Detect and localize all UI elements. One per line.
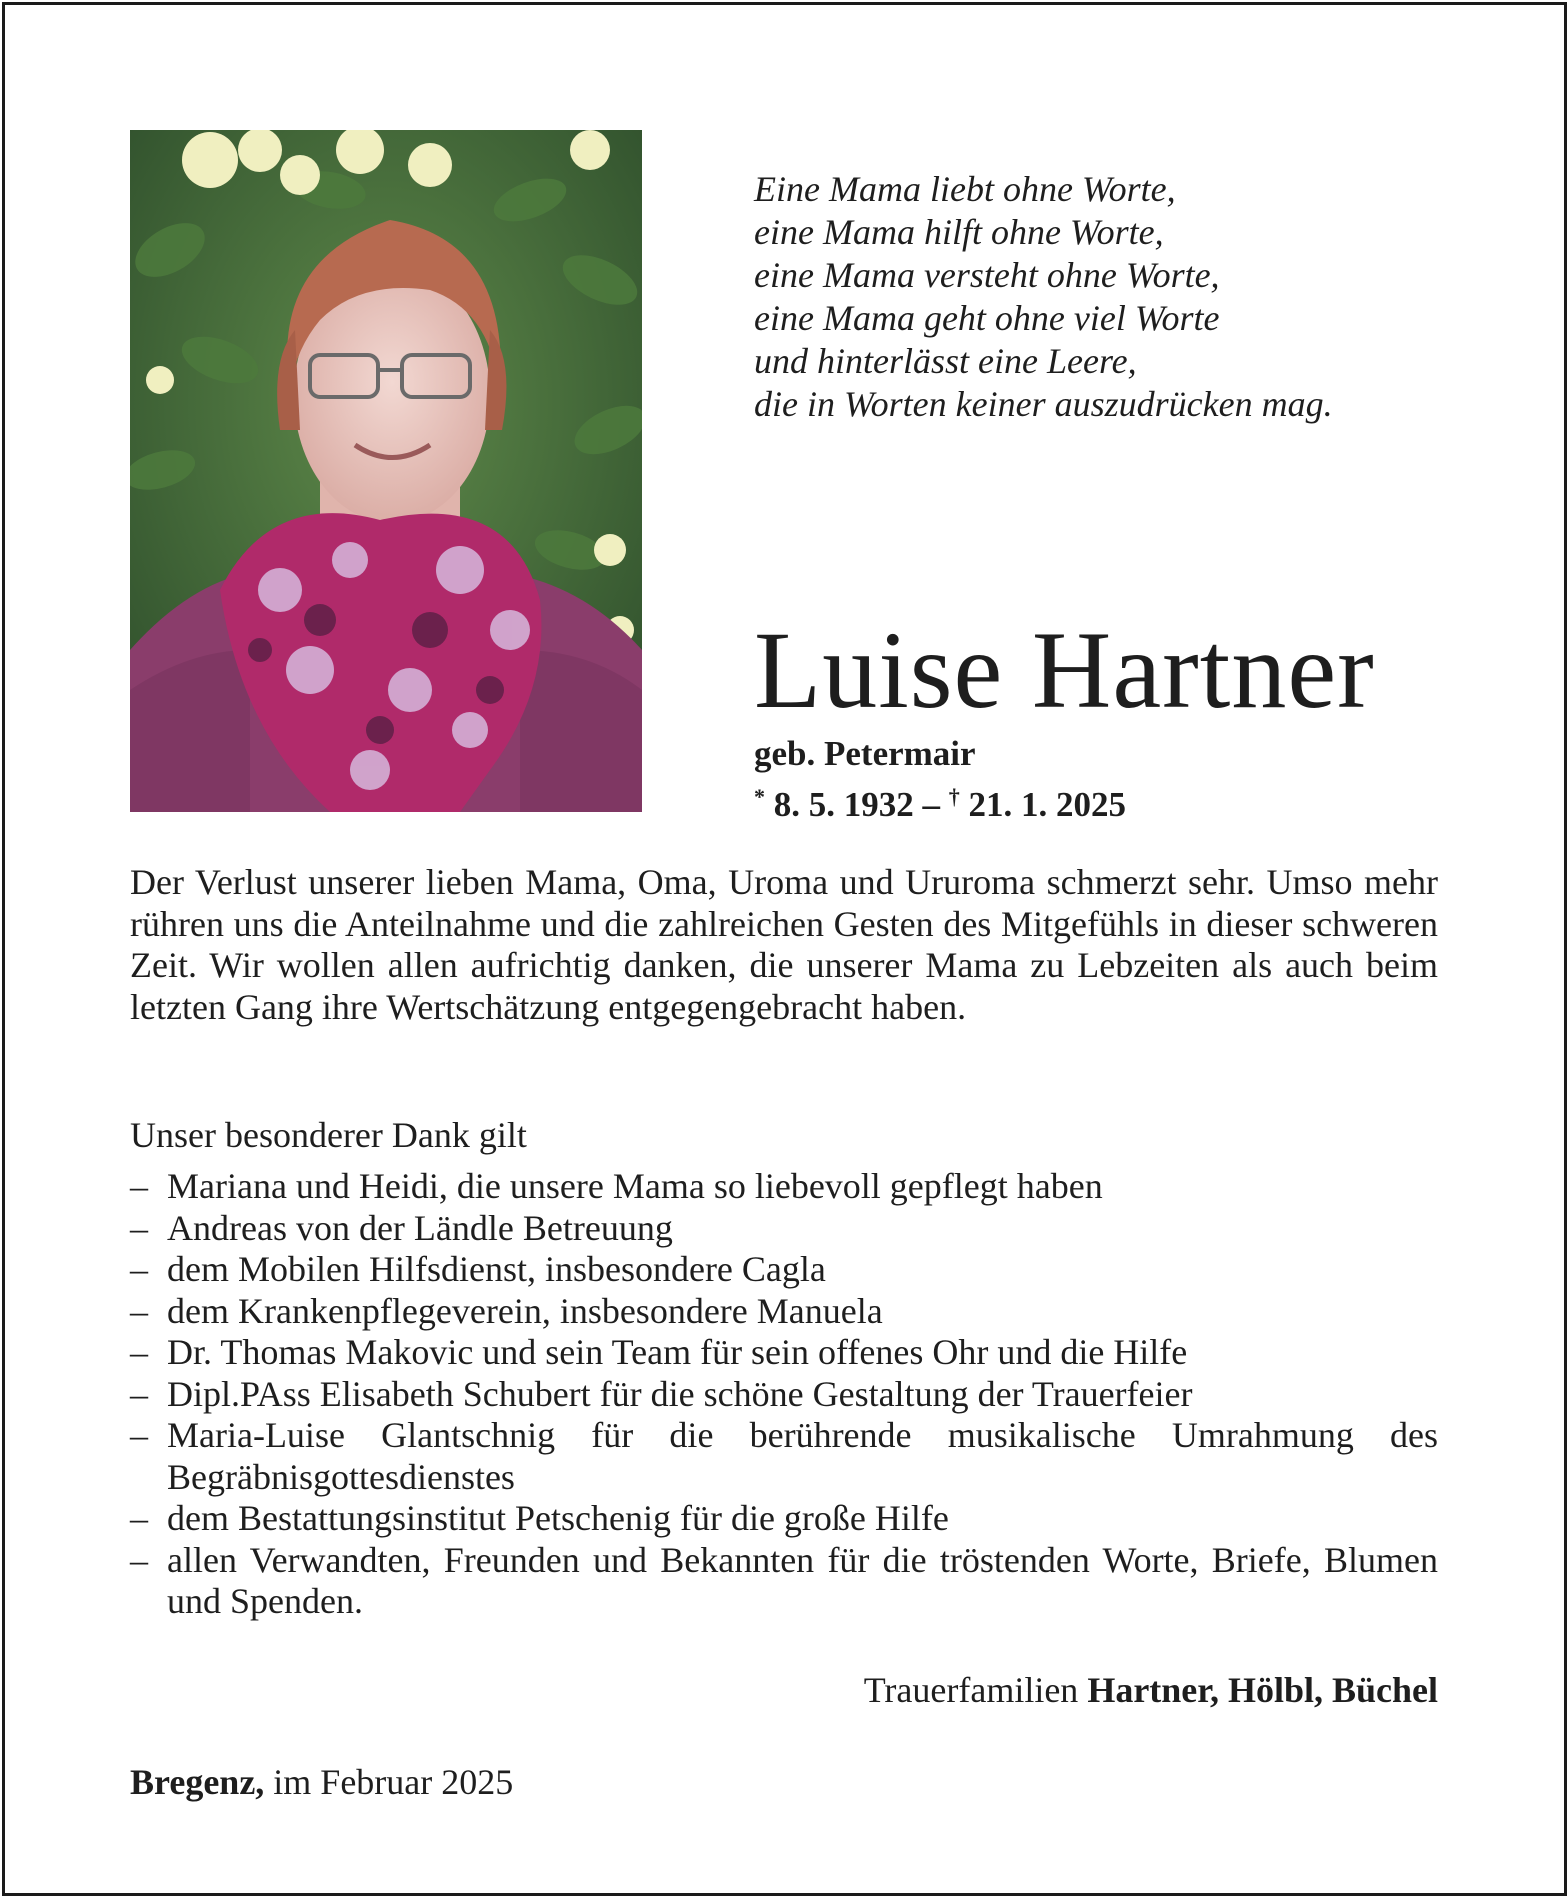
portrait-illustration: [130, 130, 642, 812]
signature: [864, 1668, 1438, 1712]
closing-place: Bregenz,: [130, 1762, 265, 1802]
poem-line: eine Mama versteht ohne Worte,: [754, 255, 1220, 295]
death-symbol: †: [948, 784, 960, 809]
portrait-photo: [130, 130, 642, 812]
birth-date: 8. 5. 1932: [773, 785, 914, 824]
date-separator: –: [922, 785, 940, 824]
life-dates: [754, 776, 1126, 826]
list-item: – Dr. Thomas Makovic und sein Team für sein offenes Ohr und die Hilfe: [130, 1332, 1438, 1374]
list-item: – allen Verwandten, Freunden und Bekannten für die tröstenden Worte, Briefe, Blumen und Spenden.: [130, 1540, 1438, 1623]
signature-families: Hartner, Hölbl, Büchel: [1087, 1670, 1438, 1710]
list-item: – Andreas von der Ländle Betreuung: [130, 1208, 1438, 1250]
deceased-name: Luise Hartner: [754, 609, 1375, 731]
thanks-intro: Unser besonderer Dank gilt: [130, 1115, 527, 1155]
place-date: [130, 1760, 513, 1804]
birth-symbol: *: [754, 784, 765, 809]
closing-date: im Februar 2025: [273, 1762, 514, 1802]
list-item: – dem Bestattungsinstitut Petschenig für die große Hilfe: [130, 1498, 1438, 1540]
poem-line: eine Mama geht ohne viel Worte: [754, 298, 1220, 338]
poem-line: die in Worten keiner auszudrücken mag.: [754, 384, 1333, 424]
list-item: – dem Mobilen Hilfsdienst, insbesondere Cagla: [130, 1249, 1438, 1291]
list-item: – Mariana und Heidi, die unsere Mama so liebevoll gepflegt haben: [130, 1166, 1438, 1208]
maiden-name: geb. Petermair: [754, 734, 976, 773]
gratitude-paragraph: Der Verlust unserer lieben Mama, Oma, Uroma und Ururoma schmerzt sehr. Umso mehr rühren uns die Anteilnahme und die zahlreichen Gesten des Mitgefühls in dieser schweren Zeit. Wir wollen allen aufrichtig danken, die unserer Mama zu Lebzeiten als auch beim letzten Gang ihre Wertschätzung entgegengebracht haben.: [130, 862, 1438, 1027]
list-item: – Dipl.PAss Elisabeth Schubert für die schöne Gestaltung der Trauerfeier: [130, 1374, 1438, 1416]
poem-line: eine Mama hilft ohne Worte,: [754, 212, 1164, 252]
death-date: 21. 1. 2025: [968, 785, 1126, 824]
poem-line: und hinterlässt eine Leere,: [754, 341, 1137, 381]
list-item: – Maria-Luise Glantschnig für die berührende musikalische Umrahmung des Begräbnisgottesdienstes: [130, 1415, 1438, 1498]
list-item: – dem Krankenpflegeverein, insbesondere Manuela: [130, 1291, 1438, 1333]
poem-line: Eine Mama liebt ohne Worte,: [754, 169, 1176, 209]
thanks-list: [130, 1166, 1438, 1623]
poem: [754, 168, 1474, 426]
signature-prefix: Trauerfamilien: [863, 1670, 1079, 1710]
